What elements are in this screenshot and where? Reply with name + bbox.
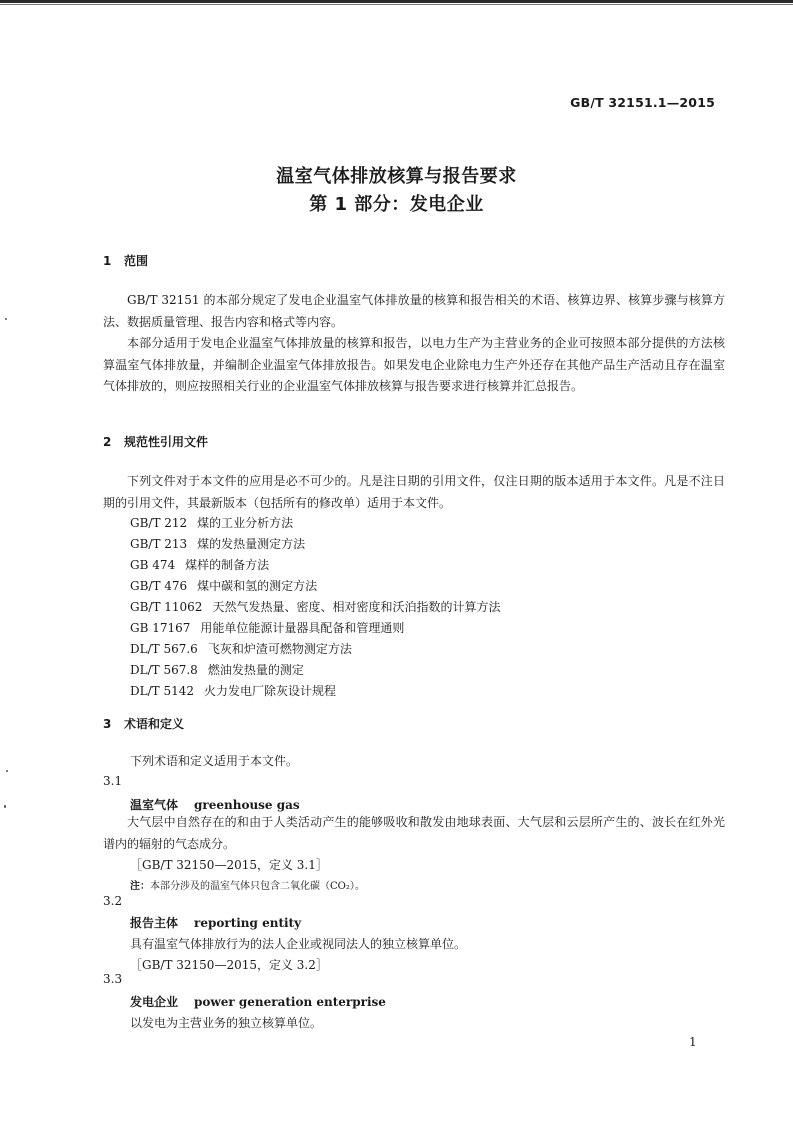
- reference-title: 火力发电厂除灰设计规程: [204, 684, 337, 698]
- reference-item: [130, 577, 317, 594]
- reference-code: GB/T 212: [130, 516, 188, 530]
- reference-code: DL/T 5142: [130, 684, 194, 698]
- reference-code: GB 474: [130, 558, 176, 572]
- reference-title: 煤的工业分析方法: [197, 516, 294, 530]
- scan-edge: [0, 0, 793, 3]
- reference-item: [130, 514, 293, 531]
- term-note: [130, 877, 365, 892]
- reference-title: 天然气发热量、密度、相对密度和沃泊指数的计算方法: [212, 600, 501, 614]
- reference-code: GB 17167: [130, 621, 191, 635]
- reference-item: [130, 619, 404, 636]
- term-source: ［GB/T 32150—2015，定义 3.1］: [130, 858, 328, 872]
- term-zh: 发电企业: [130, 995, 179, 1009]
- section-number: 2: [103, 435, 112, 449]
- page-number: 1: [689, 1035, 697, 1049]
- scan-speck: [6, 770, 8, 772]
- document-subtitle: 第 1 部分：发电企业: [309, 194, 484, 215]
- reference-title: 燃油发热量的测定: [207, 663, 304, 677]
- section-title: 规范性引用文件: [124, 435, 209, 449]
- section-heading-normative-references: [103, 433, 208, 450]
- standard-number: GB/T 32151.1—2015: [570, 95, 715, 110]
- term-definition: 以发电为主营业务的独立核算单位。: [130, 1016, 323, 1030]
- document-title: 温室气体排放核算与报告要求: [276, 166, 517, 187]
- paragraph: 下列术语和定义适用于本文件。: [130, 754, 299, 768]
- reference-code: DL/T 567.6: [130, 642, 198, 656]
- scan-speck: [5, 318, 7, 320]
- term-heading: [130, 796, 300, 813]
- section-number: 3: [103, 717, 112, 731]
- reference-item: [130, 661, 304, 678]
- reference-title: 煤样的制备方法: [185, 558, 270, 572]
- section-number: 1: [103, 254, 112, 268]
- section-title: 术语和定义: [124, 717, 185, 731]
- reference-code: GB/T 213: [130, 537, 188, 551]
- term-en: reporting entity: [194, 916, 302, 930]
- term-en: greenhouse gas: [194, 798, 300, 812]
- clause-number: 3.1: [103, 774, 123, 788]
- reference-title: 煤中碳和氢的测定方法: [197, 579, 318, 593]
- reference-item: [130, 682, 336, 699]
- note-text: 本部分涉及的温室气体只包含二氧化碳（CO₂）。: [150, 881, 365, 892]
- reference-title: 用能单位能源计量器具配备和管理通则: [200, 621, 405, 635]
- clause-number: 3.3: [103, 972, 123, 986]
- term-definition: 大气层中自然存在的和由于人类活动产生的能够吸收和散发由地球表面、大气层和云层所产生的、波长在红外光谱内的辐射的气态成分。: [103, 815, 725, 851]
- scan-edge-line: [0, 4, 793, 5]
- clause-number: 3.2: [103, 894, 123, 908]
- note-label: 注：: [130, 881, 150, 892]
- reference-item: [130, 640, 352, 657]
- term-heading: [130, 914, 301, 931]
- section-heading-scope: [103, 252, 148, 269]
- reference-item: [130, 598, 500, 615]
- term-zh: 温室气体: [130, 798, 179, 812]
- reference-title: 煤的发热量测定方法: [197, 537, 306, 551]
- term-heading: [130, 993, 386, 1010]
- term-zh: 报告主体: [130, 916, 179, 930]
- reference-item: [130, 556, 269, 573]
- term-source: ［GB/T 32150—2015，定义 3.2］: [130, 958, 328, 972]
- paragraph: 本部分适用于发电企业温室气体排放量的核算和报告，以电力生产为主营业务的企业可按照本部分提供的方法核算温室气体排放量，并编制企业温室气体排放报告。如果发电企业除电力生产外还存在其他产品生产活动且存在温室气体排放的，则应按照相关行业的企业温室气体排放核算与报告要求进行核算并汇总报告。: [103, 336, 725, 394]
- reference-code: GB/T 11062: [130, 600, 203, 614]
- term-definition: 具有温室气体排放行为的法人企业或视同法人的独立核算单位。: [130, 937, 467, 951]
- section-title: 范围: [124, 254, 149, 268]
- paragraph: 下列文件对于本文件的应用是必不可少的。凡是注日期的引用文件，仅注日期的版本适用于本文件。凡是不注日期的引用文件，其最新版本（包括所有的修改单）适用于本文件。: [103, 474, 725, 510]
- scan-speck: [4, 805, 6, 808]
- reference-title: 飞灰和炉渣可燃物测定方法: [207, 642, 352, 656]
- section-heading-terms: [103, 715, 184, 732]
- reference-item: [130, 535, 305, 552]
- reference-code: GB/T 476: [130, 579, 188, 593]
- paragraph: GB/T 32151 的本部分规定了发电企业温室气体排放量的核算和报告相关的术语、核算边界、核算步骤与核算方法、数据质量管理、报告内容和格式等内容。: [103, 293, 725, 329]
- term-en: power generation enterprise: [194, 995, 386, 1009]
- reference-code: DL/T 567.8: [130, 663, 198, 677]
